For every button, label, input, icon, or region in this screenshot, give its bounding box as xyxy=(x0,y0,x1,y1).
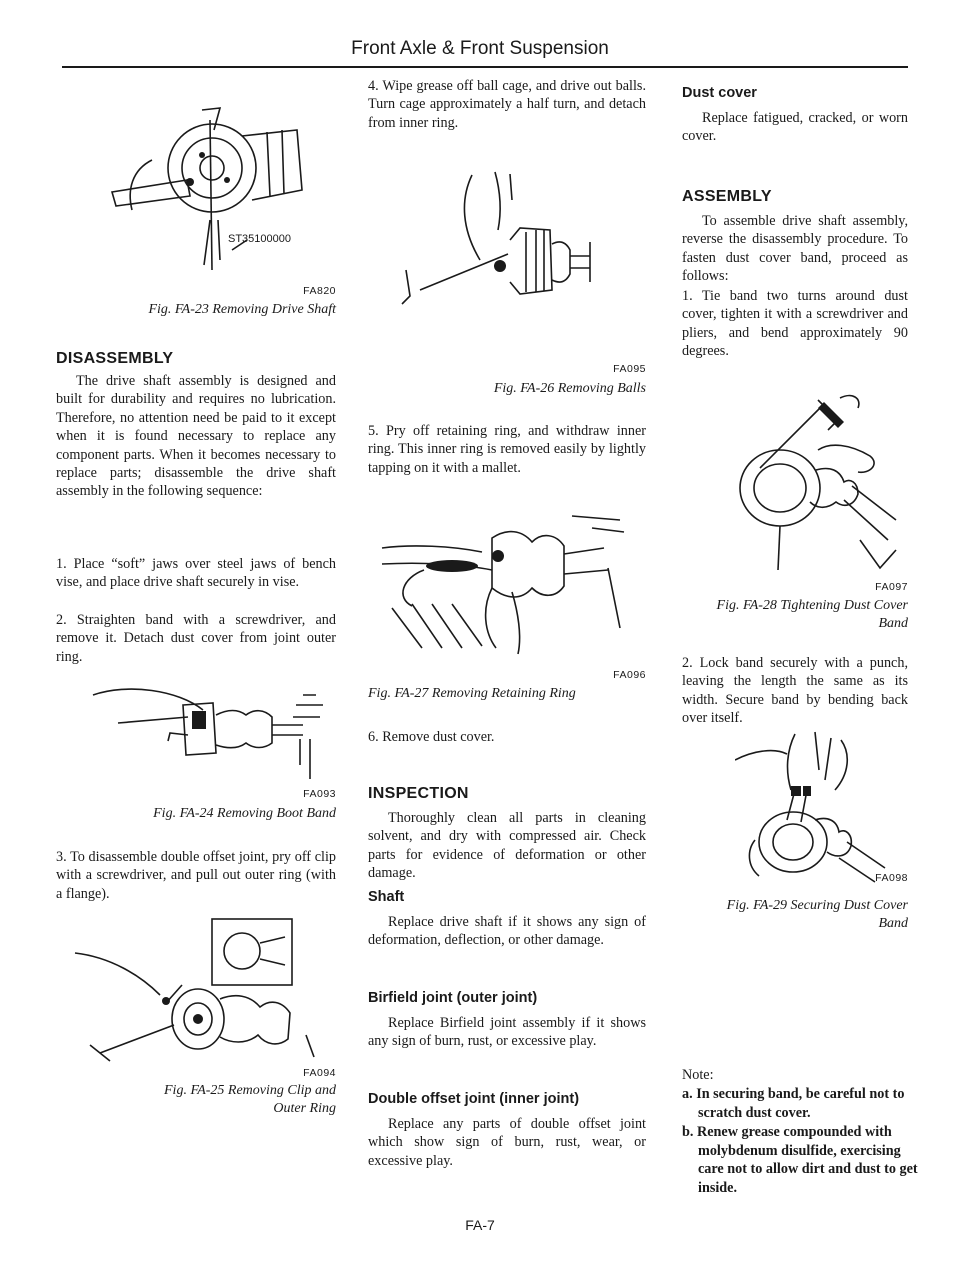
doj-text: Replace any parts of double offset joint which show sign of burn, rust, wear, or excessive play. xyxy=(368,1116,646,1169)
fig-fa27-caption: Fig. FA-27 Removing Retaining Ring xyxy=(368,686,576,701)
fig-fa29-code: FA098 xyxy=(875,872,908,884)
fig-fa27-code: FA096 xyxy=(613,669,646,681)
birfield-heading: Birfield joint (outer joint) xyxy=(368,990,538,1006)
page-number: FA-7 xyxy=(465,1217,495,1233)
fig-fa24-caption: Fig. FA-24 Removing Boot Band xyxy=(153,806,336,821)
shaft-text: Replace drive shaft if it shows any sign of deformation, deflection, or other damage. xyxy=(368,914,646,949)
note-label: Note: xyxy=(682,1067,714,1083)
birfield-text: Replace Birfield joint assembly if it shows any sign of burn, rust, or excessive play. xyxy=(368,1015,646,1050)
fig-fa28-caption-line2: Band xyxy=(878,616,908,631)
page-header: Front Axle & Front Suspension xyxy=(351,38,609,59)
header-rule xyxy=(62,66,908,68)
fig-fa23-tool-label: ST35100000 xyxy=(228,233,291,245)
fig-fa25-code: FA094 xyxy=(303,1067,336,1079)
fig-fa29-caption-line1: Fig. FA-29 Securing Dust Cover xyxy=(726,898,908,913)
fig-fa27-illustration xyxy=(372,508,632,658)
disassembly-step-1: 1. Place “soft” jaws over steel jaws of bench vise, and place drive shaft securely in vise. xyxy=(56,556,336,591)
doj-heading: Double offset joint (inner joint) xyxy=(368,1091,580,1107)
fig-fa25-caption-line1: Fig. FA-25 Removing Clip and xyxy=(164,1083,336,1098)
fig-fa24-illustration xyxy=(88,675,328,780)
note-a: a. In securing band, be careful not to scratch dust cover. xyxy=(682,1086,905,1121)
fig-fa29-caption-line2: Band xyxy=(878,916,908,931)
fig-fa24-code: FA093 xyxy=(303,788,336,800)
fig-fa25-caption-line2: Outer Ring xyxy=(273,1101,336,1116)
disassembly-text: The drive shaft assembly is designed and built for durability and requires no lubrication. Therefore, no attention need be paid to it except when it is found necessary to replace any component parts. When it becomes necessary to replace parts; disassemble the drive shaft assembly in the following sequence: xyxy=(56,373,336,500)
shaft-heading: Shaft xyxy=(368,889,405,905)
assembly-step-1: 1. Tie band two turns around dust cover, tighten it with a screwdriver and pliers, and bend approximately 90 degrees. xyxy=(682,288,908,360)
fig-fa25-illustration xyxy=(70,915,330,1065)
disassembly-heading: DISASSEMBLY xyxy=(56,350,174,367)
fig-fa26-code: FA095 xyxy=(613,363,646,375)
inspection-text: Thoroughly clean all parts in cleaning solvent, and dry with compressed air. Check parts for evidence of deformation or other damage. xyxy=(368,810,646,882)
fig-fa28-caption-line1: Fig. FA-28 Tightening Dust Cover xyxy=(716,598,908,613)
fig-fa23-code: FA820 xyxy=(303,285,336,297)
note-b: b. Renew grease compounded with molybdenum disulfide, exercising care not to allow dirt and dust to get inside. xyxy=(682,1124,918,1196)
disassembly-step-4: 4. Wipe grease off ball cage, and drive out balls. Turn cage approximately a half turn, and detach from inner ring. xyxy=(368,78,646,131)
disassembly-step-6: 6. Remove dust cover. xyxy=(368,729,495,745)
fig-fa23-caption: Fig. FA-23 Removing Drive Shaft xyxy=(148,302,336,317)
assembly-step-2: 2. Lock band securely with a punch, leaving the length the same as its width. Secure band by bending back over itself. xyxy=(682,655,908,727)
fig-fa28-code: FA097 xyxy=(875,581,908,593)
fig-fa26-caption: Fig. FA-26 Removing Balls xyxy=(493,381,646,396)
dust-cover-text: Replace fatigued, cracked, or worn cover. xyxy=(682,110,908,145)
disassembly-step-5: 5. Pry off retaining ring, and withdraw inner ring. This inner ring is removed easily by lightly tapping on it with a mallet. xyxy=(368,423,646,476)
assembly-text: To assemble drive shaft assembly, reverse the disassembly procedure. To fasten dust cover band, proceed as follows: xyxy=(682,213,908,285)
dust-cover-heading: Dust cover xyxy=(682,85,757,101)
disassembly-step-2: 2. Straighten band with a screwdriver, and remove it. Detach dust cover from joint outer ring. xyxy=(56,612,336,665)
fig-fa28-illustration xyxy=(720,390,900,575)
disassembly-step-3: 3. To disassemble double offset joint, pry off clip with a screwdriver, and pull out outer ring (with a flange). xyxy=(56,849,336,902)
inspection-heading: INSPECTION xyxy=(368,785,469,802)
fig-fa26-illustration xyxy=(400,170,610,320)
assembly-heading: ASSEMBLY xyxy=(682,188,772,205)
